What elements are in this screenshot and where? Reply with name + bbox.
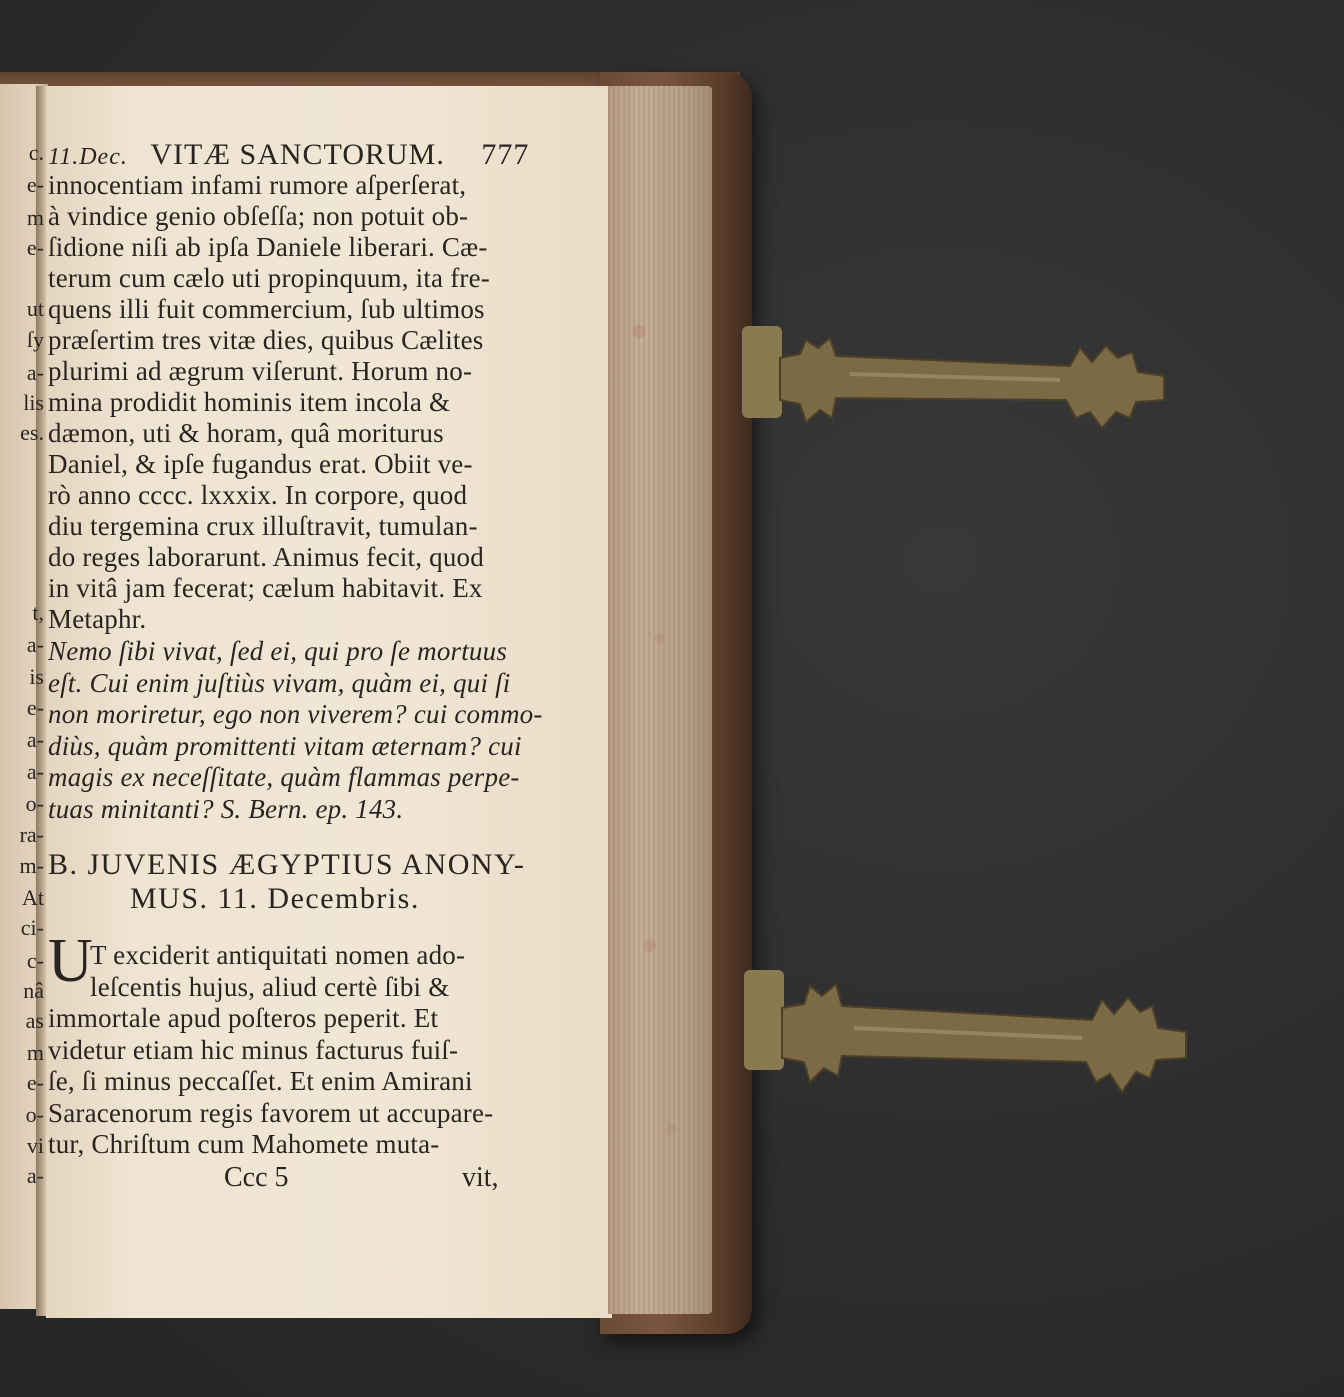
previous-page-fragment: ut <box>26 296 44 321</box>
body-line: à vindice genio obſeſſa; non potuit ob- <box>48 201 469 231</box>
signature-mark: Ccc 5 <box>224 1162 289 1193</box>
quote-line: eſt. Cui enim juſtiùs vivam, quàm ei, qui ſi <box>48 667 511 698</box>
body-line: Metaphr. <box>48 604 147 634</box>
quote-line: diùs, quàm promittenti vitam æternam? cui <box>48 730 522 761</box>
previous-page-fragment: ſy <box>26 327 44 352</box>
previous-page-fragment: e- <box>26 235 44 260</box>
previous-page-fragment: vi <box>26 1133 44 1158</box>
previous-page-fragment: nâ <box>23 978 44 1003</box>
body-line: ſidione niſi ab ipſa Daniele liberari. Cæ- <box>48 232 488 262</box>
body-line: Daniel, & ipſe fugandus erat. Obiit ve- <box>48 449 473 479</box>
running-title: VITÆ SANCTORUM. <box>150 138 445 171</box>
previous-page-fragment: e- <box>26 695 44 720</box>
previous-page-fragment: a- <box>26 1163 44 1188</box>
previous-page-fragment: o- <box>25 1102 44 1127</box>
section-heading-line2: MUS. 11. Decembris. <box>130 882 420 915</box>
body-line: rò anno cccc. lxxxix. In corpore, quod <box>48 480 468 510</box>
previous-page-fragment: a- <box>26 632 44 657</box>
previous-page-fragment: m- <box>19 853 44 878</box>
section-line: leſcentis hujus, aliud certè ſibi & <box>90 971 450 1002</box>
body-line: do reges laborarunt. Animus fecit, quod <box>48 542 484 572</box>
drop-capital: U <box>48 927 93 995</box>
previous-page-fragment: es. <box>20 420 44 445</box>
section-heading-line1: B. JUVENIS ÆGYPTIUS ANONY- <box>48 848 526 881</box>
previous-page-fragment: e- <box>26 1070 44 1095</box>
body-line: mina prodidit hominis item incola & <box>48 387 451 417</box>
clasp-upper <box>740 318 1170 438</box>
body-line: terum cum cælo uti propinquum, ita fre- <box>48 263 490 293</box>
quote-line: Nemo ſibi vivat, ſed ei, qui pro ſe mortuus <box>48 636 508 666</box>
previous-page-fragment: c- <box>26 948 44 973</box>
previous-page-fragment: At <box>22 885 44 910</box>
previous-page-fragment: a- <box>26 759 44 784</box>
body-line: diu tergemina crux illuſtravit, tumulan- <box>48 511 478 541</box>
previous-page-fragment: m <box>26 205 44 230</box>
quote-line: tuas minitanti? S. Bern. ep. 143. <box>48 793 404 824</box>
previous-page-fragment: a- <box>26 727 44 752</box>
running-header <box>48 138 529 172</box>
previous-page-fragment: a- <box>26 360 44 385</box>
previous-page-fragment: is <box>29 664 44 689</box>
catchword: vit, <box>462 1162 499 1193</box>
header-date: 11.Dec. <box>48 144 128 170</box>
previous-page-fragment: t, <box>32 600 44 625</box>
previous-page-fragment: ra- <box>19 822 44 847</box>
body-line: præſertim tres vitæ dies, quibus Cælites <box>48 325 484 355</box>
section-line: immortale apud poſteros peperit. Et <box>48 1003 439 1033</box>
previous-page-fragment: c. <box>28 140 44 165</box>
previous-page-fragment: ci- <box>20 915 44 940</box>
body-line: plurimi ad ægrum viſerunt. Horum no- <box>48 356 473 386</box>
previous-page-fragment: e- <box>26 172 44 197</box>
section-line: tur, Chriſtum cum Mahomete muta- <box>48 1129 440 1159</box>
page-edges <box>608 86 712 1314</box>
previous-page-fragment: lis <box>23 390 44 415</box>
previous-page-fragment: m <box>26 1040 44 1065</box>
body-line: quens illi fuit commercium, ſub ultimos <box>48 294 485 324</box>
body-line: innocentiam infami rumore aſperſerat, <box>48 170 467 200</box>
previous-page-fragment: as <box>25 1008 44 1033</box>
quote-line: magis ex neceſſitate, quàm flammas perpe- <box>48 762 520 792</box>
section-line: T exciderit antiquitati nomen ado- <box>90 940 466 970</box>
body-line: in vitâ jam fecerat; cælum habitavit. Ex <box>48 573 483 603</box>
page-number: 777 <box>481 138 530 171</box>
previous-page-fragment: o- <box>25 791 44 816</box>
body-line: dæmon, uti & horam, quâ moriturus <box>48 418 444 448</box>
clasp-lower <box>742 964 1192 1104</box>
section-line: ſe, ſi minus peccaſſet. Et enim Amirani <box>48 1066 473 1096</box>
quote-line: non moriretur, ego non viverem? cui commo- <box>48 699 543 729</box>
section-line: Saracenorum regis favorem ut accupare- <box>48 1097 494 1128</box>
section-line: videtur etiam hic minus facturus fuiſ- <box>48 1034 459 1065</box>
